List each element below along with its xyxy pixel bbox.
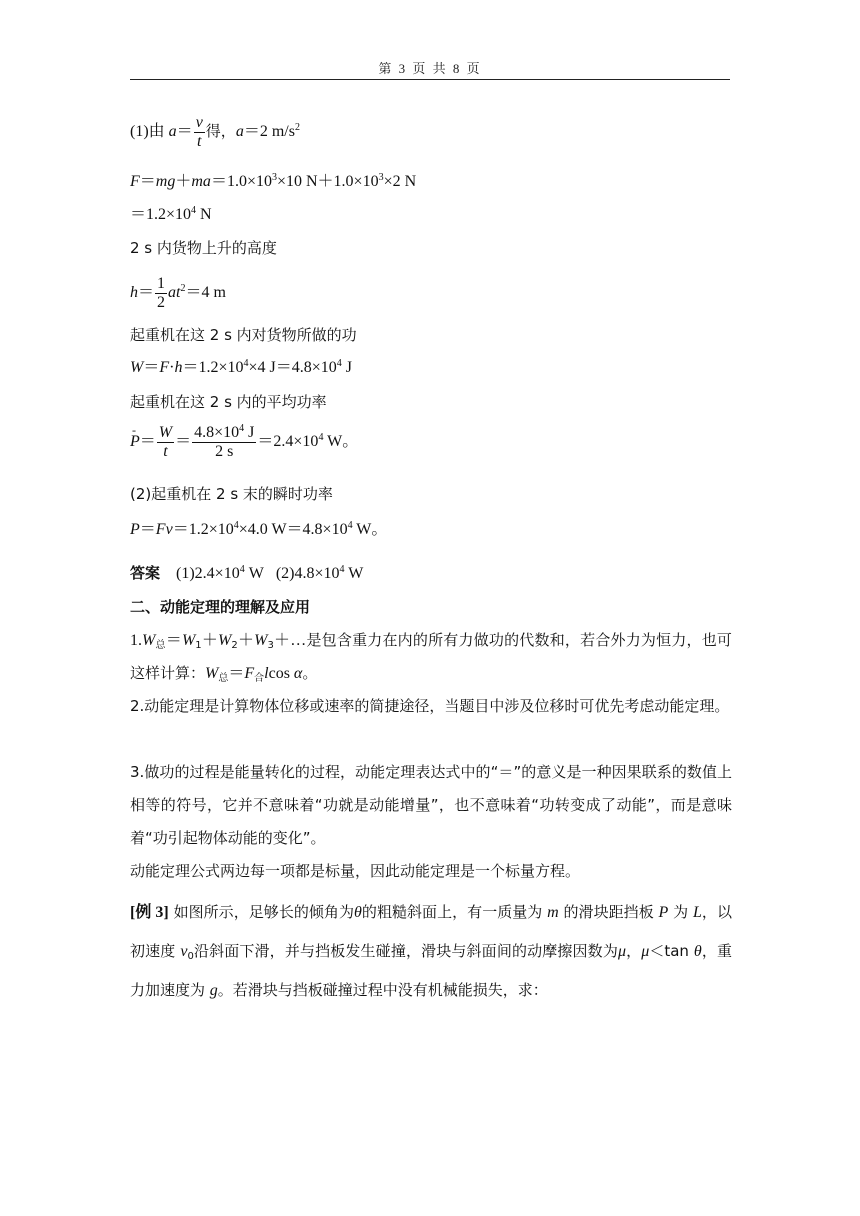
example-3: [例 3] 如图所示，足够长的倾角为θ的粗糙斜面上，有一质量为 m 的滑块距挡板 P 为 L，以初速度 $v_0$沿斜面下滑，并与挡板发生碰撞，滑块与斜面间的动摩擦因数为μ，μ＜tan θ，重力加速度为 g。若滑块与挡板碰撞过程中没有机械能损失，求： [130, 903, 732, 999]
solution-line-6: 起重机在这 2 s 内对货物所做的功 [130, 326, 357, 344]
point-4: 动能定理公式两边每一项都是标量，因此动能定理是一个标量方程。 [130, 862, 581, 880]
solution-line-5: h＝ $\frac{1}{2}$ $at^2=4$ m [130, 275, 226, 311]
solution-line-10: (2)起重机在 2 s 末的瞬时功率 [130, 485, 333, 503]
solution-line-8: 起重机在这 2 s 内的平均功率 [130, 393, 327, 411]
solution-line-7: $W=F\cdot h=1.2\times 10^4\times 4$ $J=4.8\times 10^4$ J [130, 358, 352, 376]
solution-line-11: $P=Fv=1.2\times 10^4\times 4.0$ $W=4.8\times 10^4$ W。 [130, 520, 388, 538]
p-bar-symbol: - P [130, 423, 140, 451]
fraction-w-over-t: $\frac{W}{t}$ [158, 424, 173, 460]
fraction-one-half: $\frac{1}{2}$ [157, 275, 166, 311]
header-rule [130, 79, 730, 80]
answer-line: 答案 $(1)2.4\times 10^4$ W $(2)4.8\times 10^4$ W [130, 564, 364, 582]
solution-line-3: $=1.2\times 10^4$ N [130, 205, 212, 223]
solution-line-2: $F=mg+ma=1.0\times 10^3\times 10$ $N+1.0\times 10^3\times 2$ N [130, 172, 417, 190]
point-1: $1.W_总=W_1+W_2+W_3+\dots$是包含重力在内的所有力做功的代数和，若合外力为恒力，也可这样计算：$W_总=F_合lcos$ α。 [130, 631, 732, 684]
page-header: 第 3 页 共 8 页 [378, 61, 482, 76]
example-label: [例 3] [130, 904, 169, 921]
point-2: 2.动能定理是计算物体位移或速率的简捷途径，当题目中涉及位移时可优先考虑动能定理。 [130, 697, 730, 715]
solution-line-1: (1)由 a＝ $\frac{v}{t}$ 得，a＝2 $m/s^2$ [130, 114, 300, 150]
point-3: 3.做功的过程是能量转化的过程，动能定理表达式中的“＝”的意义是一种因果联系的数值上相等的符号，它并不意味着“功就是动能增量”，也不意味着“功转变成了动能”，而是意味着“功引起物体动能的变化”。 [130, 763, 732, 847]
answer-label: 答案 [130, 564, 161, 582]
solution-line-9: - P＝ $\frac{W}{t}$ ＝ $\frac{4.8\times 10^4 J}{2 s}$ $=2.4\times 10^4$ W。 [130, 423, 359, 460]
solution-line-4: 2 s 内货物上升的高度 [130, 239, 277, 257]
section-title: 二、动能定理的理解及应用 [130, 598, 311, 616]
fraction-v-over-t: $\frac{v}{t}$ [195, 114, 203, 150]
fraction-work-over-time: $\frac{4.8\times 10^4 J}{2 s}$ [194, 423, 255, 460]
